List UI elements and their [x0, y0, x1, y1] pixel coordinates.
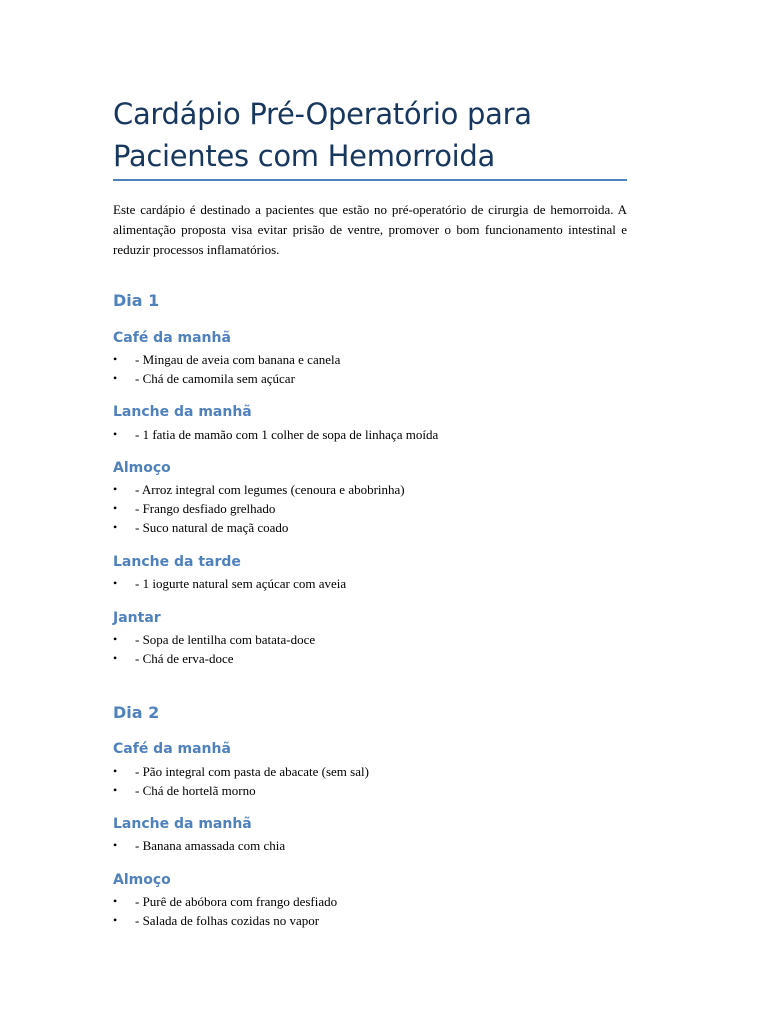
- meal-heading: Lanche da manhã: [113, 404, 252, 420]
- intro-paragraph: Este cardápio é destinado a pacientes que estão no pré-operatório de cirurgia de hemorroida. A alimentação proposta visa evitar prisão de ventre, promover o bom funcionamento intestinal e reduzir processos inflamatórios.: [113, 202, 627, 257]
- bullet: •: [113, 427, 118, 441]
- list-item-text: - Chá de erva-doce: [135, 651, 234, 666]
- day-heading: Dia 1: [113, 291, 160, 310]
- bullet: •: [113, 764, 118, 778]
- bullet: •: [113, 501, 118, 515]
- list-item-text: - Banana amassada com chia: [135, 838, 286, 853]
- title-underline: [113, 179, 627, 181]
- bullet: •: [113, 352, 118, 366]
- list-item-text: - Sopa de lentilha com batata-doce: [135, 632, 316, 647]
- bullet: •: [113, 913, 118, 927]
- meal-heading: Lanche da tarde: [113, 554, 241, 570]
- bullet: •: [113, 838, 118, 852]
- page-title: Cardápio Pré-Operatório para Pacientes com Hemorroida: [113, 97, 532, 173]
- list-item-text: - Arroz integral com legumes (cenoura e abobrinha): [135, 482, 405, 497]
- bullet: •: [113, 371, 118, 385]
- bullet: •: [113, 632, 118, 646]
- list-item-text: - Pão integral com pasta de abacate (sem sal): [135, 764, 369, 779]
- bullet: •: [113, 783, 118, 797]
- list-item-text: - 1 fatia de mamão com 1 colher de sopa de linhaça moída: [135, 427, 439, 442]
- list-item-text: - Salada de folhas cozidas no vapor: [135, 913, 320, 928]
- bullet: •: [113, 894, 118, 908]
- meal-heading: Jantar: [113, 610, 161, 626]
- bullet: •: [113, 576, 118, 590]
- list-item-text: - Frango desfiado grelhado: [135, 501, 276, 516]
- day-heading: Dia 2: [113, 703, 160, 722]
- meal-heading: Almoço: [113, 872, 171, 888]
- list-item-text: - Mingau de aveia com banana e canela: [135, 352, 341, 367]
- bullet: •: [113, 520, 118, 534]
- list-item-text: - Suco natural de maçã coado: [135, 520, 289, 535]
- meal-heading: Café da manhã: [113, 741, 231, 757]
- list-item-text: - Purê de abóbora com frango desfiado: [135, 894, 338, 909]
- meal-heading: Café da manhã: [113, 330, 231, 346]
- bullet: •: [113, 651, 118, 665]
- list-item-text: - 1 iogurte natural sem açúcar com aveia: [135, 576, 347, 591]
- meal-heading: Lanche da manhã: [113, 816, 252, 832]
- bullet: •: [113, 482, 118, 496]
- list-item-text: - Chá de camomila sem açúcar: [135, 371, 295, 386]
- meal-heading: Almoço: [113, 460, 171, 476]
- list-item-text: - Chá de hortelã morno: [135, 783, 256, 798]
